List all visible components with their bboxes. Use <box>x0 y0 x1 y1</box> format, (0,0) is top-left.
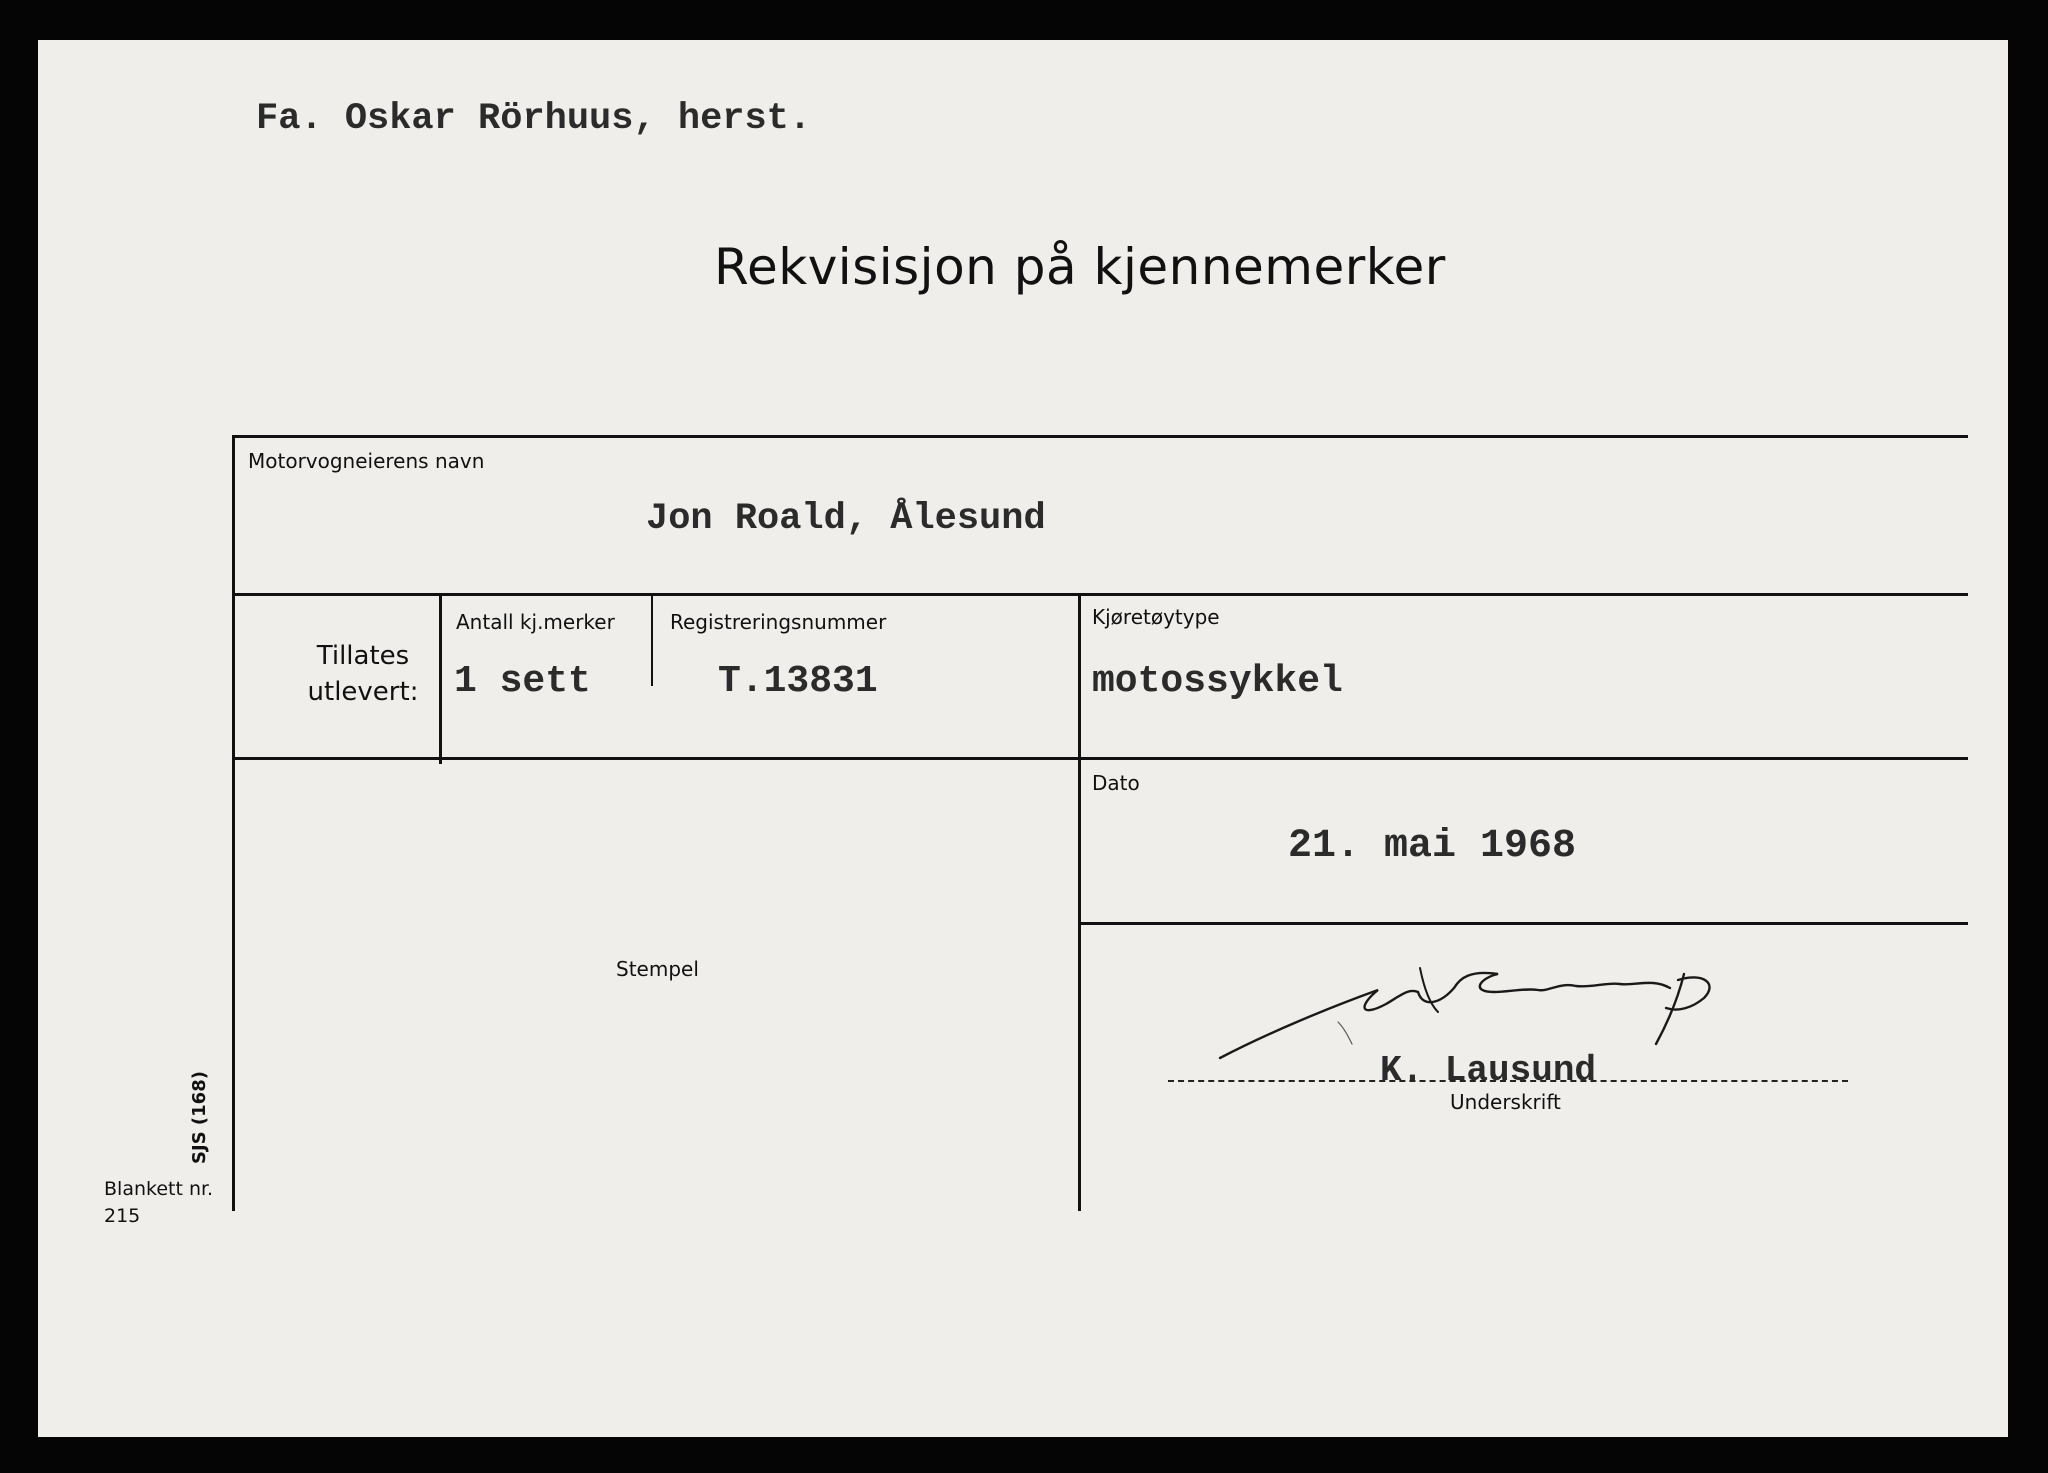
count-value: 1 sett <box>454 660 591 703</box>
stamp-label: Stempel <box>616 957 699 981</box>
issue-side-label: Tillates utlevert: <box>307 641 419 707</box>
date-value: 21. mai 1968 <box>1288 824 1577 869</box>
table-left-rule <box>232 437 235 1211</box>
owner-label: Motorvogneierens navn <box>248 449 485 473</box>
owner-value: Jon Roald, Ålesund <box>646 498 1046 540</box>
table-top-rule <box>232 435 1968 438</box>
date-label: Dato <box>1092 771 1140 795</box>
company-line: Fa. Oskar Rörhuus, herst. <box>256 98 812 140</box>
issue-divider-1 <box>439 596 442 764</box>
owner-row-rule <box>234 593 1968 596</box>
signature-label: Underskrift <box>1450 1090 1561 1114</box>
type-label: Kjøretøytype <box>1092 605 1220 629</box>
date-row-rule <box>1081 922 1968 925</box>
issue-divider-2 <box>651 596 653 686</box>
side-code: SJS (168) <box>188 1071 210 1164</box>
form-number: Blankett nr. 215 <box>104 1178 214 1227</box>
form-title: Rekvisisjon på kjennemerker <box>714 238 1446 296</box>
signature-line <box>1168 1080 1848 1082</box>
requisition-form <box>38 40 2008 1437</box>
reg-value: T.13831 <box>718 660 878 703</box>
reg-label: Registreringsnummer <box>670 610 887 634</box>
signer-name: K. Lausund <box>1380 1050 1597 1091</box>
count-label: Antall kj.merker <box>456 610 615 634</box>
issue-divider-3 <box>1078 596 1081 1211</box>
issue-row-rule <box>234 757 1968 760</box>
type-value: motossykkel <box>1092 660 1343 703</box>
